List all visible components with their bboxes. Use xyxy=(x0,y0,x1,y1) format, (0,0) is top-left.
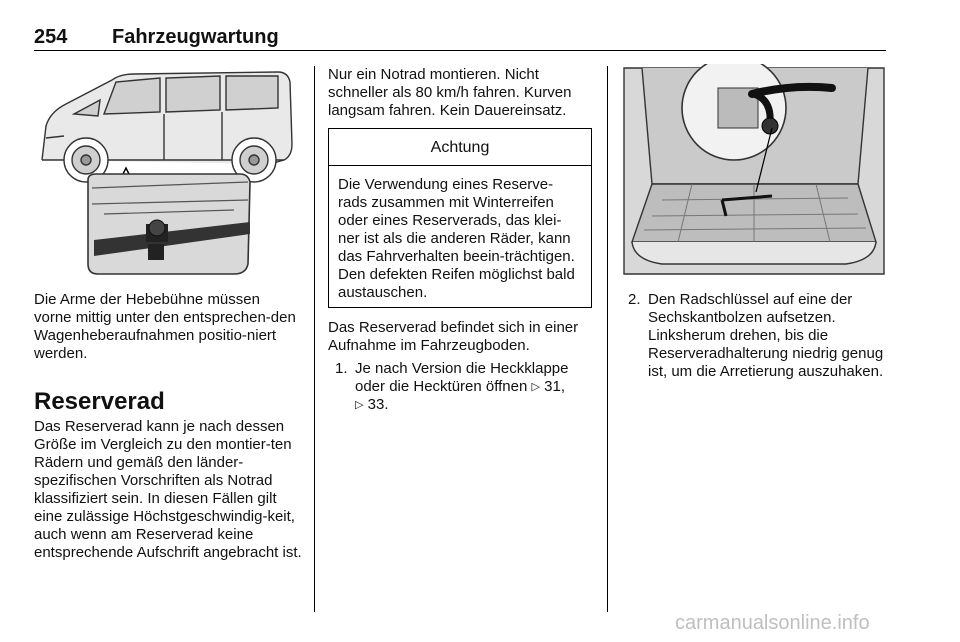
page-title: Fahrzeugwartung xyxy=(112,26,279,48)
warning-box xyxy=(328,128,592,308)
figure-caption: Die Arme der Hebebühne müssen vorne mittig unter den entsprechen-den Wagenheberaufnahmen positio-niert werden. xyxy=(34,291,296,362)
page-reference-link[interactable]: 31, xyxy=(544,378,566,395)
section-body: Das Reserverad kann je nach dessen Größe im Vergleich zu den montier-ten Rädern und gemäß den länder-spezifischen Vorschriften als Notrad klassifiziert sein. In diesen Fällen gilt eine zulässige Höchstgeschwindig-keit, auch wenn am Reserverad keine entsprechende Aufschrift angebracht ist. xyxy=(34,418,302,561)
trunk-spare-wheel-illustration xyxy=(622,64,886,278)
section-heading: Reserverad xyxy=(34,388,165,415)
column-divider-left xyxy=(314,66,315,612)
step-text-main: Je nach Version die Heckklappe oder die Hecktüren öffnen xyxy=(355,360,569,395)
step-text xyxy=(355,360,595,414)
spare-wheel-location-text: Das Reserverad befindet sich in einer Aufnahme im Fahrzeugboden. xyxy=(328,319,579,354)
step-1 xyxy=(335,360,597,414)
arrow-reference-icon: ▷ xyxy=(355,399,364,411)
watermark: carmanualsonline.info xyxy=(675,612,870,634)
step-number: 1. xyxy=(335,360,348,377)
step-2 xyxy=(628,291,888,399)
warning-title: Achtung xyxy=(329,129,591,166)
page-header xyxy=(34,22,886,50)
header-divider xyxy=(34,50,886,51)
step-text: Den Radschlüssel auf eine der Sechskantbolzen aufsetzen. Linksherum drehen, bis die Reserveradhalterung niedrig genug ist, um die Arretierung auszuhaken. xyxy=(648,291,884,380)
arrow-reference-icon: ▷ xyxy=(531,381,540,393)
van-lift-point-illustration xyxy=(34,64,296,278)
step-number: 2. xyxy=(628,291,641,308)
page-number: 254 xyxy=(34,26,68,48)
warning-text: Die Verwendung eines Reserve-rads zusammen mit Winterreifen oder eines Reserverads, das klei-ner ist als die anderen Räder, kann das Fahrverhalten beein-trächtigen. Den defekten Reifen möglichst bald austauschen. xyxy=(338,176,575,301)
notrad-intro-text: Nur ein Notrad montieren. Nicht schneller als 80 km/h fahren. Kurven langsam fahren. Kein Dauereinsatz. xyxy=(328,66,572,119)
column-divider-right xyxy=(607,66,608,612)
page-reference-link[interactable]: 33. xyxy=(367,396,389,413)
